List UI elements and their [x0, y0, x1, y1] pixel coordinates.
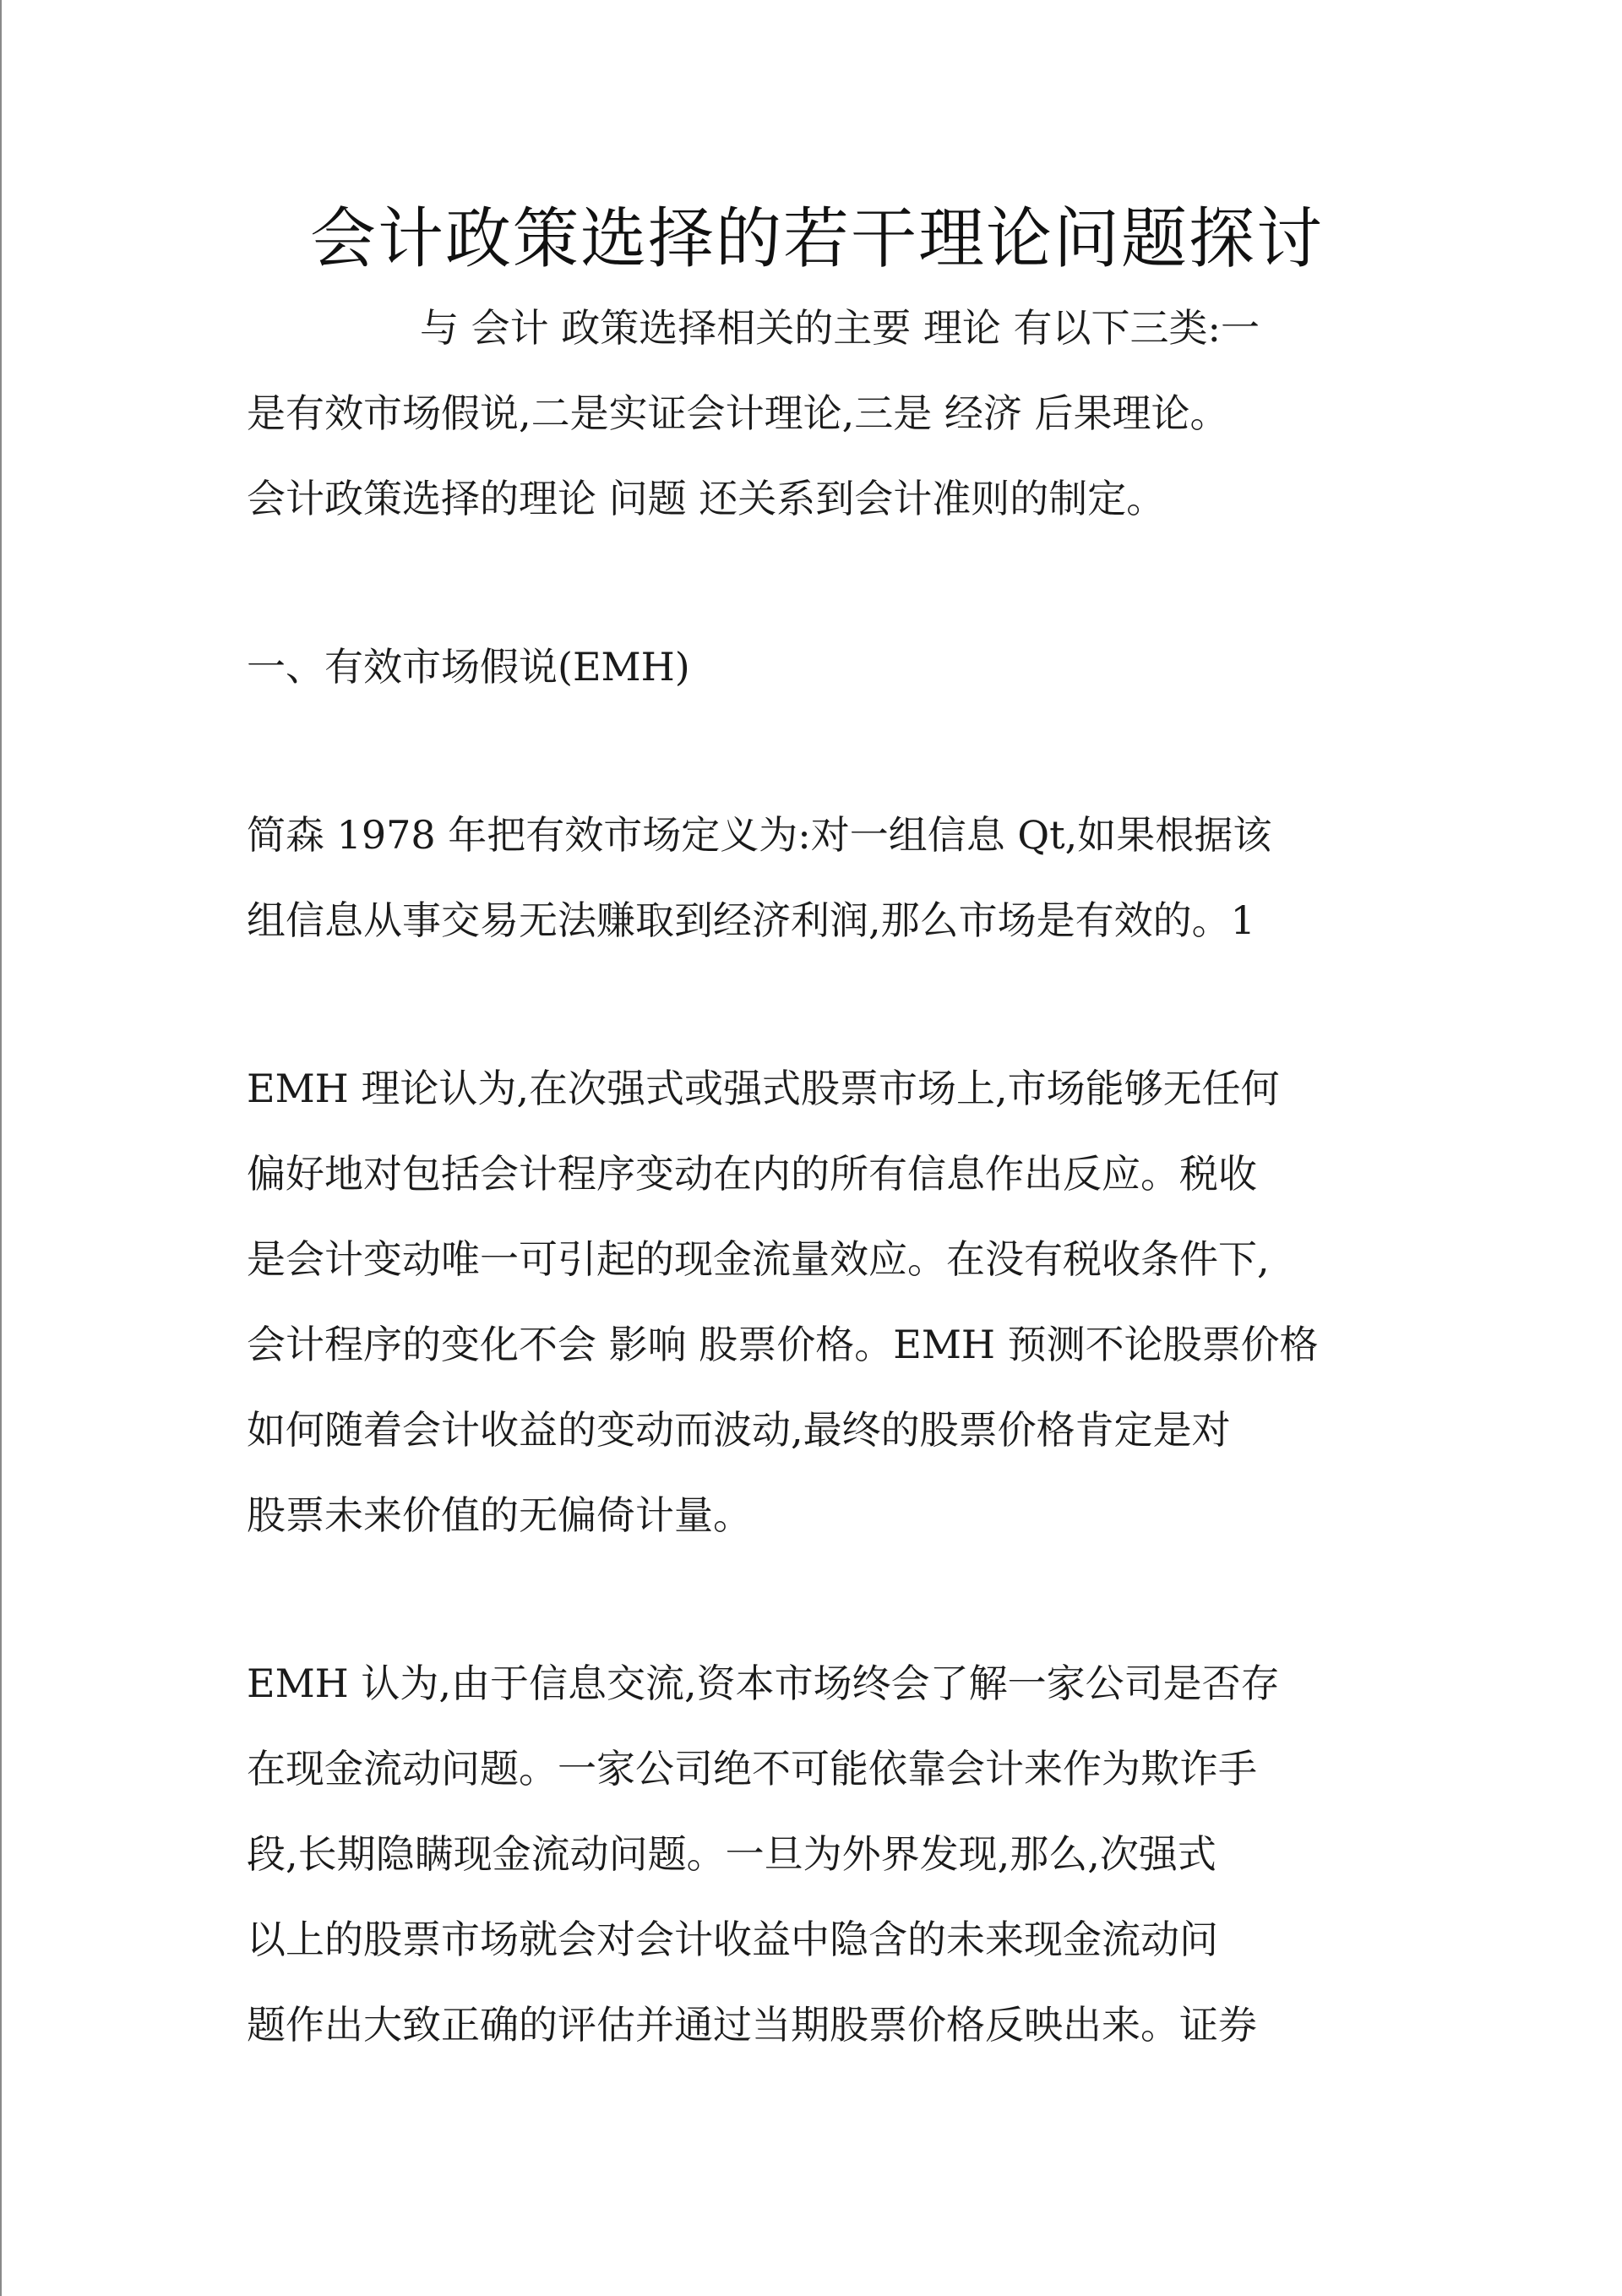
paragraph-emh-theory: [247, 1046, 1387, 1558]
paragraph-line: 会计程序的变化不会 影响 股票价格。EMH 预测不论股票价格: [247, 1322, 1319, 1367]
paragraph-line: 以上的股票市场就会对会计收益中隐含的未来现金流动问: [247, 1917, 1218, 1962]
paragraph-line: 简森 1978 年把有效市场定义为:对一组信息 Qt,如果根据该: [247, 812, 1272, 858]
intro-line: 是有效市场假说,二是实证会计理论,三是 经济 后果理论。: [247, 390, 1229, 436]
paragraph-line: 组信息从事交易无法赚取到经济利润,那么市场是有效的。1: [247, 897, 1255, 943]
paragraph-line: 股票未来价值的无偏倚计量。: [247, 1492, 752, 1538]
paragraph-line: 是会计变动唯一可引起的现金流量效应。在没有税收条件下,: [247, 1236, 1270, 1282]
paragraph-spacer: [247, 963, 1387, 1046]
intro-line: 会计政策选择的理论 问题 还关系到会计准则的制定。: [247, 476, 1166, 521]
intro-line: 与 会计 政策选择相关的主要 理论 有以下三类:一: [420, 305, 1260, 351]
paragraph-spacer: [247, 710, 1387, 793]
paragraph-line: 题作出大致正确的评估并通过当期股票价格反映出来。证券: [247, 2002, 1257, 2048]
section-heading-emh: 一、有效市场假说(EMH): [247, 644, 690, 690]
intro-paragraph: [247, 286, 1387, 542]
paragraph-emh-information: [247, 1641, 1387, 2068]
paragraph-line: EMH 认为,由于信息交流,资本市场终会了解一家公司是否存: [247, 1661, 1280, 1706]
paragraph-spacer: [247, 1558, 1387, 1641]
document-content: [247, 193, 1387, 2068]
paragraph-line: 段,长期隐瞒现金流动问题。一旦为外界发现,那么,次强式: [247, 1831, 1216, 1877]
paragraph-line: 偏好地对包括会计程序变动在内的所有信息作出反应。税收: [247, 1151, 1257, 1197]
document-title: 会计政策选择的若干理论问题探讨: [309, 201, 1324, 277]
paragraph-emh-definition: [247, 793, 1387, 963]
paragraph-line: 如何随着会计收益的变动而波动,最终的股票价格肯定是对: [247, 1407, 1231, 1453]
paragraph-spacer: [247, 542, 1387, 624]
paragraph-line: 在现金流动问题。一家公司绝不可能依靠会计来作为欺诈手: [247, 1746, 1257, 1792]
paragraph-line: EMH 理论认为,在次强式或强式股票市场上,市场能够无任何: [247, 1066, 1280, 1111]
